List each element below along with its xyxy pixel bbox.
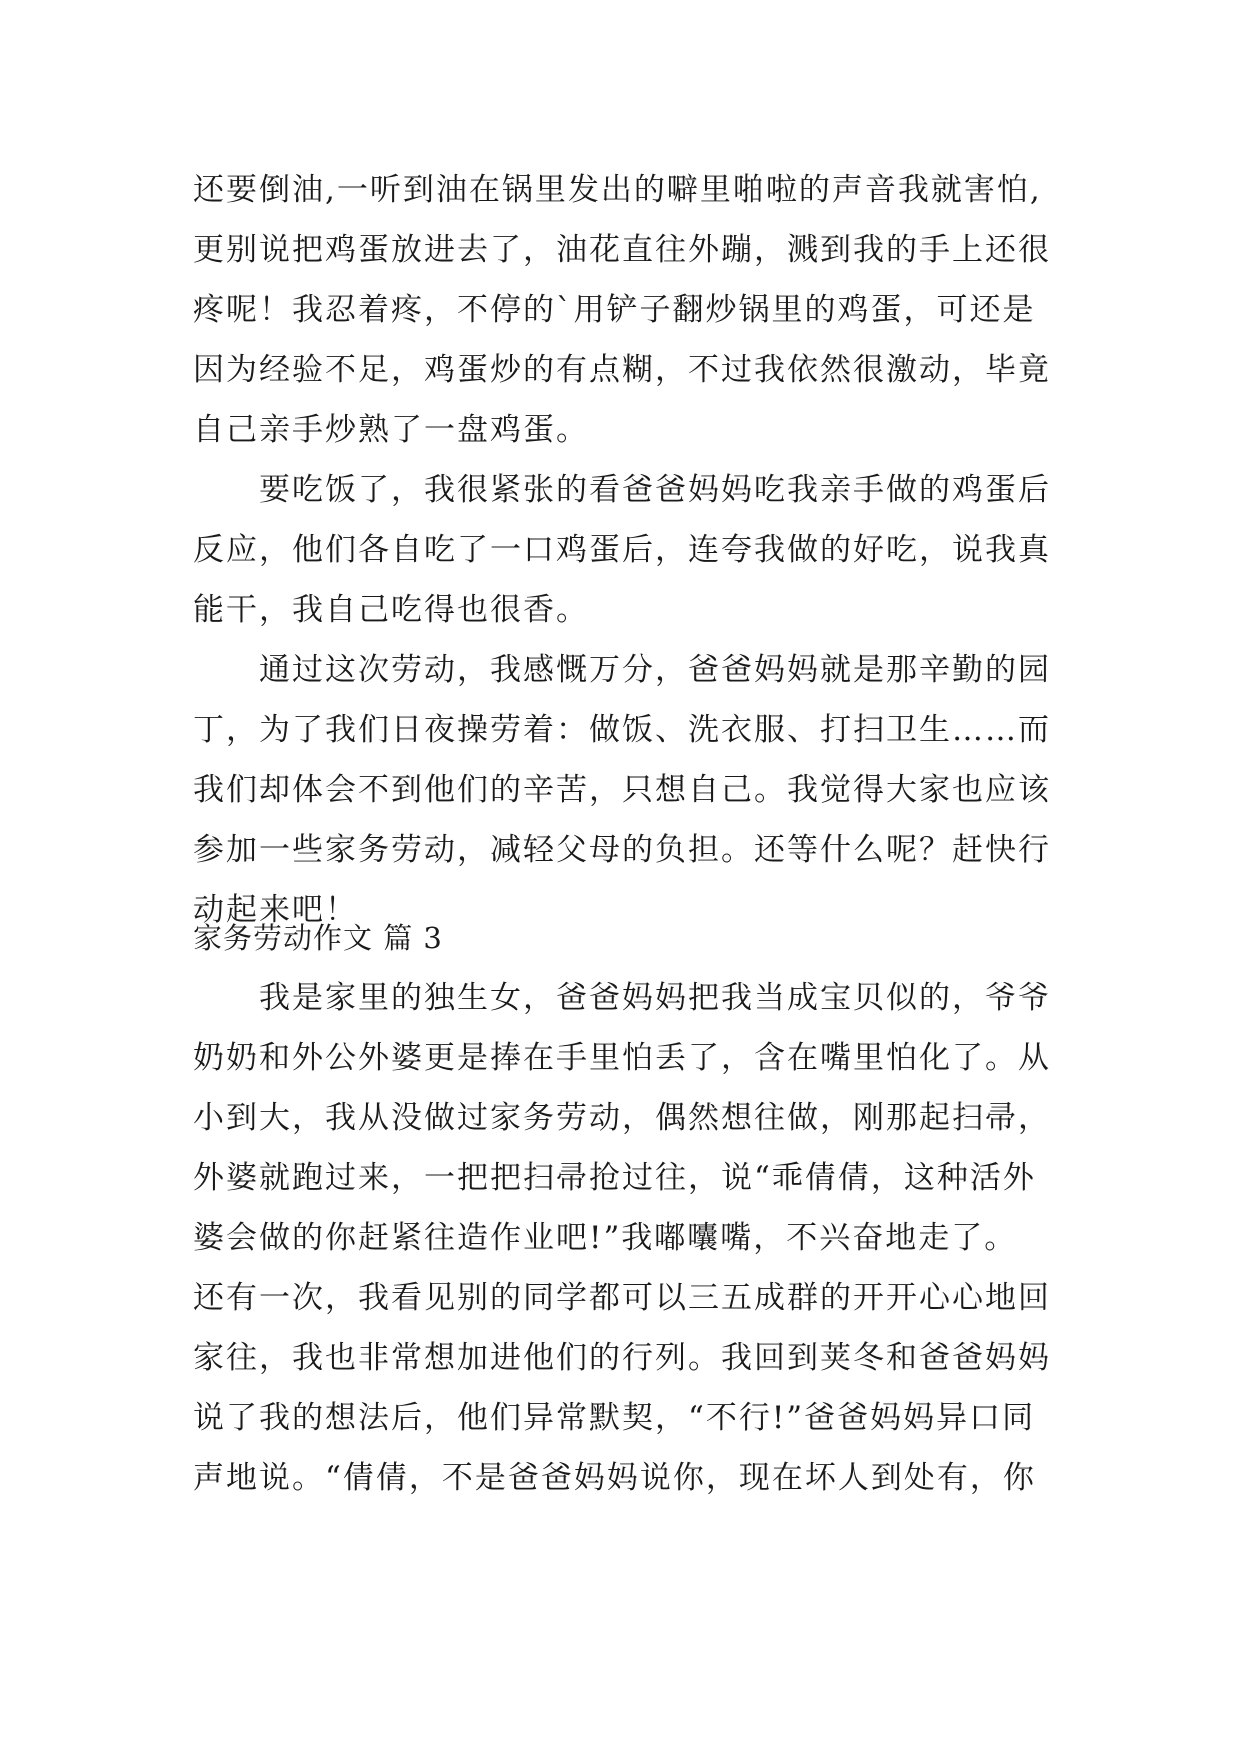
text-line: 通过这次劳动，我感慨万分，爸爸妈妈就是那辛勤的园 xyxy=(193,652,1051,688)
text-line: 我们却体会不到他们的辛苦，只想自己。我觉得大家也应该 xyxy=(193,772,1051,808)
text-line: 更别说把鸡蛋放进去了，油花直往外蹦，溅到我的手上还很 xyxy=(193,232,1051,268)
text-line: 动起来吧！ xyxy=(193,892,358,928)
essay-section-continued xyxy=(193,160,1093,940)
text-line: 说了我的想法后，他们异常默契，“不行!”爸爸妈妈异口同 xyxy=(193,1400,1036,1436)
text-line: 能干，我自己吃得也很香。 xyxy=(193,592,589,628)
text-line: 还要倒油,一听到油在锅里发出的噼里啪啦的声音我就害怕, xyxy=(193,172,1042,208)
text-line: 小到大，我从没做过家务劳动，偶然想往做，刚那起扫帚， xyxy=(193,1100,1051,1136)
text-line: 婆会做的你赶紧往造作业吧!”我嘟囔嘴，不兴奋地走了。 xyxy=(193,1220,1018,1256)
text-line: 疼呢！我忍着疼，不停的`用铲子翻炒锅里的鸡蛋，可还是 xyxy=(193,292,1036,328)
essay-section-3 xyxy=(193,968,1093,1508)
text-line: 要吃饭了，我很紧张的看爸爸妈妈吃我亲手做的鸡蛋后 xyxy=(193,472,1051,508)
text-line: 声地说。“倩倩，不是爸爸妈妈说你，现在坏人到处有，你 xyxy=(193,1460,1036,1496)
text-line: 因为经验不足，鸡蛋炒的有点糊，不过我依然很激动，毕竟 xyxy=(193,352,1051,388)
text-line: 外婆就跑过来，一把把扫帚抢过往，说“乖倩倩，这种活外 xyxy=(193,1160,1036,1196)
text-line: 还有一次，我看见别的同学都可以三五成群的开开心心地回 xyxy=(193,1280,1051,1316)
section-heading: 家务劳动作文 篇 3 xyxy=(193,921,443,955)
text-line: 反应，他们各自吃了一口鸡蛋后，连夸我做的好吃，说我真 xyxy=(193,532,1051,568)
text-line: 丁，为了我们日夜操劳着：做饭、洗衣服、打扫卫生……而 xyxy=(193,712,1051,748)
text-line: 奶奶和外公外婆更是捧在手里怕丢了，含在嘴里怕化了。从 xyxy=(193,1040,1051,1076)
text-line: 家往，我也非常想加进他们的行列。我回到荚冬和爸爸妈妈 xyxy=(193,1340,1051,1376)
text-line: 自己亲手炒熟了一盘鸡蛋。 xyxy=(193,412,589,448)
text-line: 参加一些家务劳动，减轻父母的负担。还等什么呢？赶快行 xyxy=(193,832,1051,868)
text-line: 我是家里的独生女，爸爸妈妈把我当成宝贝似的，爷爷 xyxy=(193,980,1051,1016)
